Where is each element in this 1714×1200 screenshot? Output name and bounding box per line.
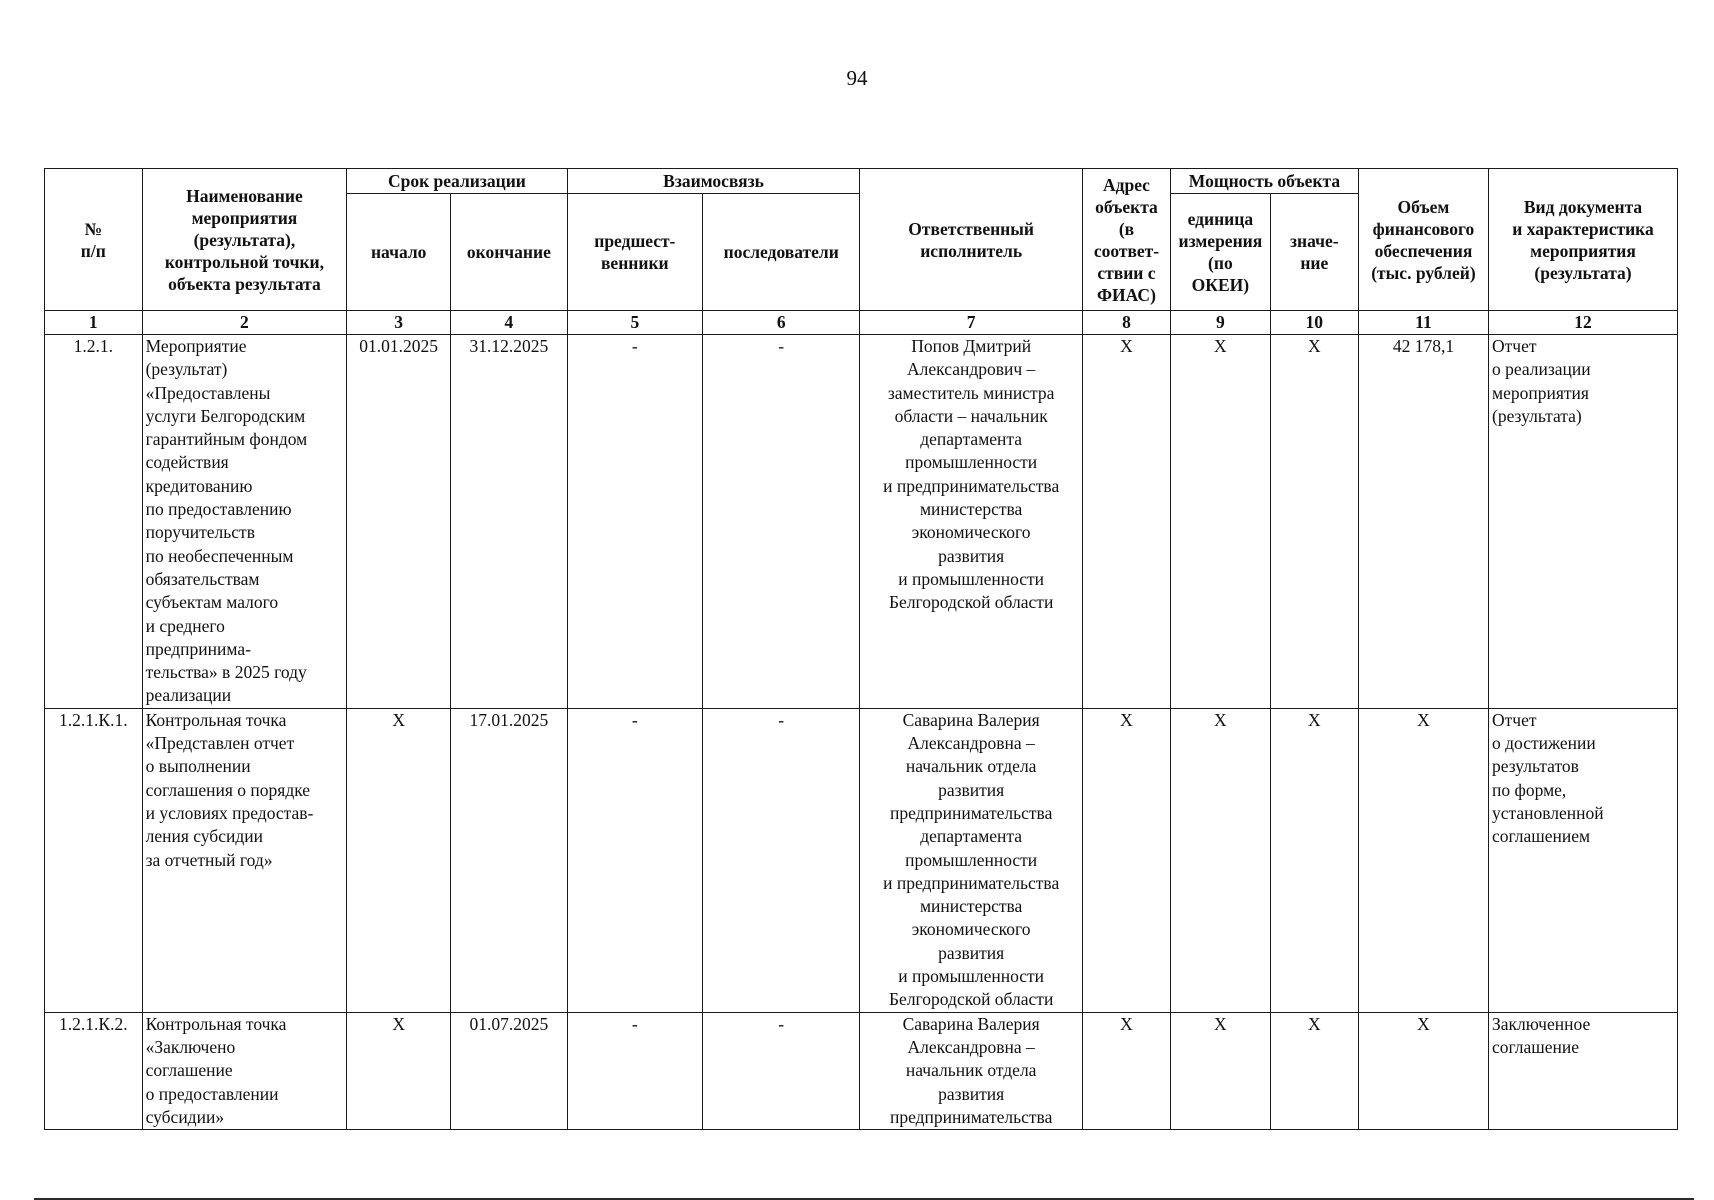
column-number: 6 (703, 311, 860, 335)
column-number: 2 (142, 311, 347, 335)
row-address: X (1082, 335, 1170, 709)
row-successors: - (703, 1012, 860, 1129)
header-capacity-unit: единица измерения (по ОКЕИ) (1171, 194, 1271, 311)
column-number: 8 (1082, 311, 1170, 335)
column-number: 5 (567, 311, 702, 335)
table-row (45, 335, 1678, 709)
row-number: 1.2.1.К.1. (45, 708, 143, 1012)
header-link-next: последователи (703, 194, 860, 311)
header-name: Наименование мероприятия (результата), контрольной точки, объекта результата (142, 169, 347, 311)
row-finance: X (1358, 708, 1488, 1012)
row-name: Контрольная точка «Заключено соглашение о предоставлении субсидии» (142, 1012, 347, 1129)
row-end-date: 17.01.2025 (451, 708, 568, 1012)
row-capacity-unit: X (1171, 335, 1271, 709)
row-successors: - (703, 708, 860, 1012)
row-start-date: X (347, 708, 451, 1012)
header-period: Срок реализации (347, 169, 567, 194)
header-finance: Объем финансового обеспечения (тыс. рублей) (1358, 169, 1488, 311)
row-successors: - (703, 335, 860, 709)
header-capacity: Мощность объекта (1171, 169, 1359, 194)
header-row-group (45, 169, 1678, 194)
row-document: Отчет о достижении результатов по форме, установленной соглашением (1489, 708, 1678, 1012)
row-capacity-value: X (1270, 708, 1358, 1012)
plan-table (44, 168, 1678, 1130)
column-number: 4 (451, 311, 568, 335)
row-capacity-unit: X (1171, 1012, 1271, 1129)
header-period-end: окончание (451, 194, 568, 311)
column-number: 12 (1489, 311, 1678, 335)
row-capacity-value: X (1270, 1012, 1358, 1129)
table-row (45, 708, 1678, 1012)
column-number: 7 (860, 311, 1082, 335)
table-row (45, 1012, 1678, 1129)
row-start-date: 01.01.2025 (347, 335, 451, 709)
header-period-start: начало (347, 194, 451, 311)
row-responsible: Саварина Валерия Александровна – начальник отдела развития предпринимательства (860, 1012, 1082, 1129)
header-address: Адрес объекта (в соответ- ствии с ФИАС) (1082, 169, 1170, 311)
row-address: X (1082, 1012, 1170, 1129)
column-number-row (45, 311, 1678, 335)
row-predecessors: - (567, 708, 702, 1012)
row-document: Заключенное соглашение (1489, 1012, 1678, 1129)
row-end-date: 31.12.2025 (451, 335, 568, 709)
row-responsible: Попов Дмитрий Александрович – заместитель министра области – начальник департамента промышленности и предпринимательства министерства экономического развития и промышленности Белгородской области (860, 335, 1082, 709)
row-finance: 42 178,1 (1358, 335, 1488, 709)
row-responsible: Саварина Валерия Александровна – начальник отдела развития предпринимательства департамента промышленности и предпринимательства министерства экономического развития и промышленности Белгородской области (860, 708, 1082, 1012)
row-capacity-unit: X (1171, 708, 1271, 1012)
header-capacity-value: значе- ние (1270, 194, 1358, 311)
row-predecessors: - (567, 335, 702, 709)
row-number: 1.2.1. (45, 335, 143, 709)
column-number: 1 (45, 311, 143, 335)
header-responsible: Ответственный исполнитель (860, 169, 1082, 311)
row-predecessors: - (567, 1012, 702, 1129)
header-doc: Вид документа и характеристика мероприятия (результата) (1489, 169, 1678, 311)
row-capacity-value: X (1270, 335, 1358, 709)
header-link-prev: предшест- венники (567, 194, 702, 311)
row-number: 1.2.1.К.2. (45, 1012, 143, 1129)
row-name: Контрольная точка «Представлен отчет о выполнении соглашения о порядке и условиях предостав- ления субсидии за отчетный год» (142, 708, 347, 1012)
row-start-date: X (347, 1012, 451, 1129)
row-name: Мероприятие (результат) «Предоставлены услуги Белгородским гарантийным фондом содействия кредитованию по предоставлению поручительств по необеспеченным обязательствам субъектам малого и среднего предпринима- тельства» в 2025 году реализации (142, 335, 347, 709)
row-finance: X (1358, 1012, 1488, 1129)
column-number: 9 (1171, 311, 1271, 335)
column-number: 3 (347, 311, 451, 335)
row-end-date: 01.07.2025 (451, 1012, 568, 1129)
row-address: X (1082, 708, 1170, 1012)
column-number: 11 (1358, 311, 1488, 335)
row-document: Отчет о реализации мероприятия (результата) (1489, 335, 1678, 709)
header-num: № п/п (45, 169, 143, 311)
column-number: 10 (1270, 311, 1358, 335)
page-number: 94 (846, 66, 868, 90)
header-link: Взаимосвязь (567, 169, 860, 194)
